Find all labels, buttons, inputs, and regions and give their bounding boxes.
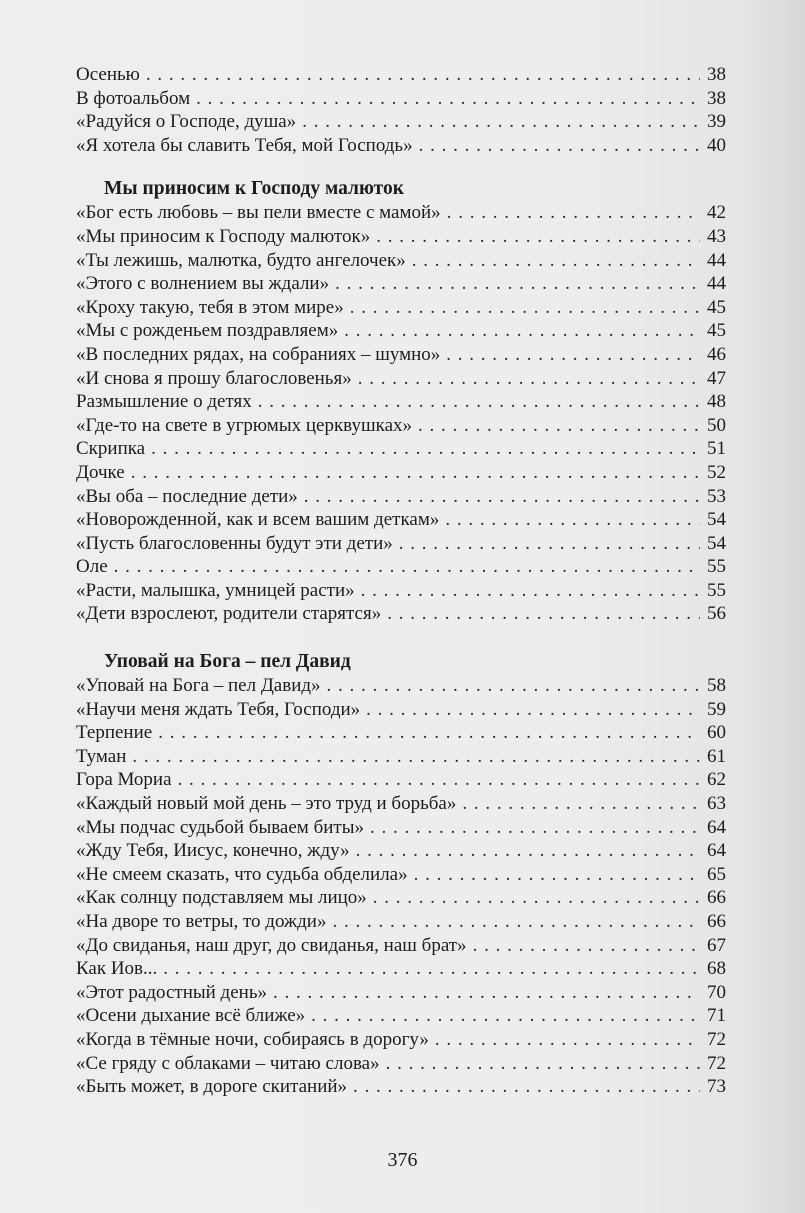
entry-page-number: 48	[707, 391, 726, 413]
entry-title: Гора Мориа	[76, 769, 172, 791]
page-number: 376	[387, 1149, 418, 1171]
entry-title: «Расти, малышка, умницей расти»	[76, 579, 355, 601]
entry-page-number: 62	[707, 769, 726, 791]
entry-page-number: 61	[707, 745, 726, 767]
toc-entry[interactable]	[76, 816, 726, 840]
entry-page-number: 66	[707, 887, 726, 909]
entry-title: «Научи меня ждать Тебя, Господи»	[76, 698, 361, 720]
entry-page-number: 56	[707, 603, 726, 625]
section-heading: Уповай на Бога – пел Давид	[104, 651, 351, 673]
entry-title: Дочке	[76, 461, 125, 483]
entry-title: Оле	[76, 556, 108, 578]
toc-entry[interactable]	[76, 745, 726, 769]
entry-title: «Се гряду с облаками – читаю слова»	[76, 1052, 380, 1074]
entry-page-number: 52	[707, 461, 726, 483]
dot-leader	[412, 249, 700, 273]
entry-title: «Когда в тёмные ночи, собираясь в дорогу»	[76, 1028, 429, 1050]
entry-page-number: 40	[707, 134, 726, 156]
table-of-contents	[76, 63, 726, 1099]
dot-leader	[131, 461, 700, 485]
entry-title: «Пусть благословенны будут эти дети»	[76, 532, 393, 554]
entry-page-number: 60	[707, 722, 726, 744]
entry-page-number: 63	[707, 793, 726, 815]
entry-page-number: 73	[707, 1076, 726, 1098]
dot-leader	[196, 87, 700, 111]
dot-leader	[327, 674, 700, 698]
entry-page-number: 72	[707, 1052, 726, 1074]
entry-title: Размышление о детях	[76, 391, 252, 413]
entry-page-number: 54	[707, 509, 726, 531]
entry-page-number: 55	[707, 579, 726, 601]
dot-leader	[473, 934, 700, 958]
dot-leader	[358, 367, 700, 391]
dot-leader	[178, 768, 700, 792]
entry-page-number: 50	[707, 414, 726, 436]
entry-page-number: 72	[707, 1028, 726, 1050]
dot-leader	[151, 437, 700, 461]
toc-entry[interactable]	[76, 110, 726, 134]
entry-title: «Мы с рожденьем поздравляем»	[76, 320, 339, 342]
toc-entry[interactable]	[76, 319, 726, 343]
toc-entry[interactable]	[76, 555, 726, 579]
toc-entry[interactable]	[76, 1028, 726, 1052]
entry-page-number: 44	[707, 249, 726, 271]
dot-leader	[366, 698, 700, 722]
entry-page-number: 43	[707, 225, 726, 247]
entry-title: «Я хотела бы славить Тебя, мой Господь»	[76, 134, 413, 156]
entry-title: «Мы приносим к Господу малюток»	[76, 225, 371, 247]
dot-leader	[435, 1028, 700, 1052]
toc-entry[interactable]	[76, 414, 726, 438]
entry-title: В фотоальбом	[76, 87, 191, 109]
toc-entry[interactable]	[76, 485, 726, 509]
dot-leader	[356, 839, 700, 863]
entry-page-number: 67	[707, 934, 726, 956]
entry-title: «На дворе то ветры, то дожди»	[76, 911, 327, 932]
entry-title: Скрипка	[76, 438, 146, 460]
entry-page-number: 46	[707, 343, 726, 365]
toc-entry[interactable]	[76, 390, 726, 414]
entry-title: «Этого с волнением вы ждали»	[76, 273, 330, 295]
toc-entry[interactable]	[76, 532, 726, 556]
toc-entry[interactable]	[76, 134, 726, 158]
dot-leader	[158, 721, 700, 745]
dot-leader	[414, 863, 700, 887]
dot-leader	[132, 745, 700, 769]
toc-entry[interactable]	[76, 957, 726, 981]
dot-leader	[399, 532, 700, 556]
toc-entry[interactable]	[76, 87, 726, 111]
toc-entry[interactable]	[76, 343, 726, 367]
section-spacer	[76, 626, 726, 650]
section-heading: Мы приносим к Господу малюток	[104, 178, 404, 200]
entry-page-number: 42	[707, 202, 726, 224]
dot-leader	[350, 296, 700, 320]
toc-entry[interactable]	[76, 367, 726, 391]
entry-title: «Жду Тебя, Иисус, конечно, жду»	[76, 840, 350, 862]
toc-entry[interactable]	[76, 437, 726, 461]
entry-title: «Осени дыхание всё ближе»	[76, 1005, 306, 1027]
dot-leader	[304, 485, 700, 509]
entry-title: «До свиданья, наш друг, до свиданья, наш брат»	[76, 934, 467, 956]
entry-title: Осенью	[76, 64, 140, 85]
entry-title: Терпение	[76, 722, 153, 744]
toc-entry[interactable]	[76, 863, 726, 887]
dot-leader	[419, 134, 700, 158]
entry-title: «Быть может, в дороге скитаний»	[76, 1076, 348, 1098]
entry-page-number: 39	[707, 111, 726, 133]
entry-page-number: 38	[707, 64, 726, 85]
toc-entry[interactable]	[76, 1052, 726, 1076]
toc-entry[interactable]	[76, 981, 726, 1005]
dot-leader	[418, 414, 700, 438]
entry-page-number: 53	[707, 485, 726, 507]
dot-leader	[273, 981, 700, 1005]
entry-page-number: 59	[707, 698, 726, 720]
toc-entry[interactable]	[76, 296, 726, 320]
dot-leader	[446, 343, 700, 367]
entry-title: «Вы оба – последние дети»	[76, 485, 298, 507]
entry-title: «И снова я прошу благословенья»	[76, 367, 352, 389]
entry-page-number: 64	[707, 816, 726, 838]
dot-leader	[163, 957, 700, 981]
toc-entry[interactable]	[76, 508, 726, 532]
entry-page-number: 64	[707, 840, 726, 862]
dot-leader	[258, 390, 700, 414]
toc-entry[interactable]	[76, 201, 726, 225]
entry-title: «Новорожденной, как и всем вашим деткам»	[76, 509, 440, 531]
toc-entry[interactable]	[76, 674, 726, 698]
entry-title: «Этот радостный день»	[76, 981, 267, 1003]
entry-page-number: 70	[707, 981, 726, 1003]
entry-title: «Бог есть любовь – вы пели вместе с мамой»	[76, 202, 441, 224]
dot-leader	[114, 555, 700, 579]
toc-entry[interactable]	[76, 602, 726, 626]
toc-entry[interactable]	[76, 579, 726, 603]
toc-entry[interactable]	[76, 721, 726, 745]
toc-entry[interactable]	[76, 225, 726, 249]
entry-title: «Мы подчас судьбой бываем биты»	[76, 816, 364, 838]
entry-title: «Каждый новый мой день – это труд и борьба»	[76, 793, 457, 815]
entry-title: «Как солнцу подставляем мы лицо»	[76, 887, 367, 909]
dot-leader	[311, 1004, 700, 1028]
entry-page-number: 45	[707, 320, 726, 342]
toc-entry[interactable]	[76, 272, 726, 296]
entry-page-number: 45	[707, 296, 726, 318]
entry-title: «В последних рядах, на собраниях – шумно»	[76, 343, 441, 365]
toc-entry[interactable]	[76, 698, 726, 722]
dot-leader	[462, 792, 700, 816]
dot-leader	[344, 319, 700, 343]
dot-leader	[386, 1052, 700, 1076]
entry-page-number: 54	[707, 532, 726, 554]
entry-title: Как Иов...	[76, 958, 158, 980]
entry-page-number: 38	[707, 87, 726, 109]
dot-leader	[447, 201, 700, 225]
entry-page-number: 55	[707, 556, 726, 578]
section-spacer	[76, 157, 726, 177]
dot-leader	[376, 225, 700, 249]
entry-title: «Кроху такую, тебя в этом мире»	[76, 296, 344, 318]
toc-entry[interactable]	[76, 1004, 726, 1028]
entry-title: «Ты лежишь, малютка, будто ангелочек»	[76, 249, 406, 271]
entry-title: «Не смеем сказать, что судьба обделила»	[76, 863, 408, 885]
dot-leader	[146, 63, 700, 87]
entry-page-number: 71	[707, 1005, 726, 1027]
toc-entry[interactable]	[76, 768, 726, 792]
dot-leader	[373, 886, 700, 910]
toc-entry[interactable]	[76, 910, 726, 934]
dot-leader	[370, 816, 700, 840]
entry-title: «Где-то на свете в угрюмых церквушках»	[76, 414, 413, 436]
toc-entry[interactable]	[76, 886, 726, 910]
toc-entry[interactable]	[76, 839, 726, 863]
toc-entry[interactable]	[76, 461, 726, 485]
entry-page-number: 66	[707, 911, 726, 932]
toc-entry[interactable]	[76, 249, 726, 273]
entry-page-number: 68	[707, 958, 726, 980]
entry-title: «Радуйся о Господе, душа»	[76, 111, 297, 133]
dot-leader	[332, 910, 700, 934]
entry-page-number: 44	[707, 273, 726, 295]
entry-page-number: 47	[707, 367, 726, 389]
toc-entry[interactable]	[76, 934, 726, 958]
entry-page-number: 58	[707, 675, 726, 697]
dot-leader	[361, 579, 700, 603]
entry-title: Туман	[76, 745, 127, 767]
toc-entry[interactable]	[76, 63, 726, 87]
dot-leader	[353, 1075, 700, 1099]
entry-page-number: 51	[707, 438, 726, 460]
entry-page-number: 65	[707, 863, 726, 885]
toc-entry[interactable]	[76, 1075, 726, 1099]
dot-leader	[302, 110, 700, 134]
dot-leader	[445, 508, 700, 532]
entry-title: «Дети взрослеют, родители старятся»	[76, 603, 382, 625]
toc-entry[interactable]	[76, 792, 726, 816]
dot-leader	[387, 602, 700, 626]
entry-title: «Уповай на Бога – пел Давид»	[76, 675, 321, 697]
dot-leader	[335, 272, 700, 296]
